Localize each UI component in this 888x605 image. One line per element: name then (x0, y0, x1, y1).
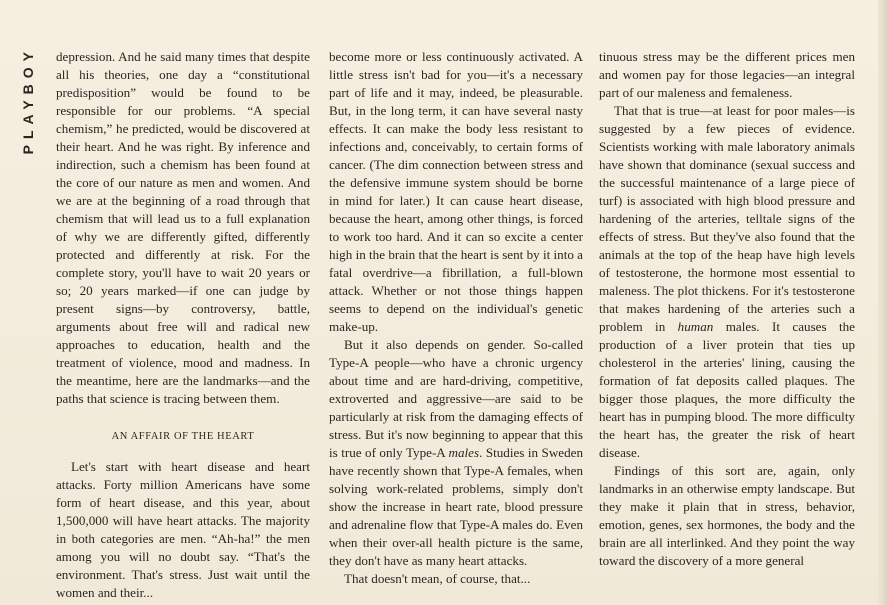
section-subhead: AN AFFAIR OF THE HEART (111, 431, 255, 442)
text-column-1 (56, 48, 310, 602)
text-run: That that is true—at least for poor males—is suggested by a few pieces of evidence. Scientists working with male laboratory animals have shown that dominance (sexual success and the successful maintenance of a large piece of turf) is associated with high blood pressure and hardening of the arteries, telltale signs of the effects of stress. But they've also found that the animals at the top of the heap have high levels of testosterone, the hormone most essential to maleness. The plot thickens. For it's testosterone that makes hardening of the arteries such a problem in (599, 103, 855, 334)
paragraph: tinuous stress may be the different prices men and women pay for those legacies—an integral part of our maleness and femaleness. (599, 49, 855, 100)
paragraph: That doesn't mean, of course, that... (344, 571, 531, 586)
running-header: PLAYBOY (20, 46, 36, 155)
emphasis: males (448, 445, 480, 460)
text-run: males. It causes the production of a liver protein that ties up cholesterol in the arteries' lining, causing the formation of fat deposits called plaques. The bigger those plaques, the more difficulty the heart has in pumping blood. The more difficulty the heart has, the greater the risk of heart disease. (599, 319, 855, 460)
emphasis: human (677, 319, 714, 334)
paragraph (599, 102, 855, 462)
paragraph: depression. And he said many times that despite all his theories, one day a “constitutional predisposition” would be found to be responsible for our problems. “A special chemism,” he predicted, would be discovered at their heart. And he was right. By inference and indirection, such a chemism has been found at the core of our nature as men and women. And we are at the beginning of a road through that chemism that will lead us to a full explanation of why we are differently gifted, differently protected and differently at risk. For the complete story, you'll have to wait 20 years or so; 20 years marked—if one can judge by present signs—by controversy, battle, arguments about free will and radical new approaches to education, health and the treatment of violence, mood and madness. In the meantime, here are the landmarks—and the paths that science is tracing between them. (56, 49, 310, 406)
paragraph: Let's start with heart disease and heart attacks. Forty million Americans have some form of heart disease, and this year, about 1,500,000 will have heart attacks. The majority in both categories are men. “Ah-ha!” the men among you will no doubt say. “That's the environment. That's stress. Just wait until the women and their... (56, 459, 310, 600)
paragraph (329, 336, 583, 570)
text-column-3 (599, 48, 855, 570)
text-run: . Studies in Sweden have recently shown that Type-A females, when solving work-related problems, simply don't show the increase in heart rate, blood pressure and adrenaline flow that Type-A males do. Even when their over-all health picture is the same, they don't have as many heart attacks. (329, 445, 583, 568)
paragraph: Findings of this sort are, again, only landmarks in an otherwise empty landscape. But they make it plain that in stress, behavior, emotion, genes, sex hormones, the body and the brain are all interlinked. And they point the way toward the discovery of a more general (599, 463, 855, 568)
page-edge (878, 0, 888, 605)
paragraph: become more or less continuously activated. A little stress isn't bad for you—it's a necessary part of life and it may, indeed, be pleasurable. But, in the long term, it can have several nasty effects. It can make the body less resistant to infections and, conceivably, to certain forms of cancer. (The dim connection between stress and the defensive immune system should be borne in mind for later.) It can cause heart disease, because the heart, among other things, is forced to work too hard. And it can so excite a center high in the brain that the heart is sent by it into a fatal overdrive—a fibrillation, a full-blown attack. Whether or not those things happen seems to depend on the individual's genetic make-up. (329, 49, 583, 334)
text-run: But it also depends on gender. So-called Type-A people—who have a chronic urgency about time and are hard-driving, competitive, extroverted and aggressive—are said to be particularly at risk from the damaging effects of stress. But it's now beginning to appear that this is true of only Type-A (329, 337, 583, 460)
text-column-2 (329, 48, 583, 588)
